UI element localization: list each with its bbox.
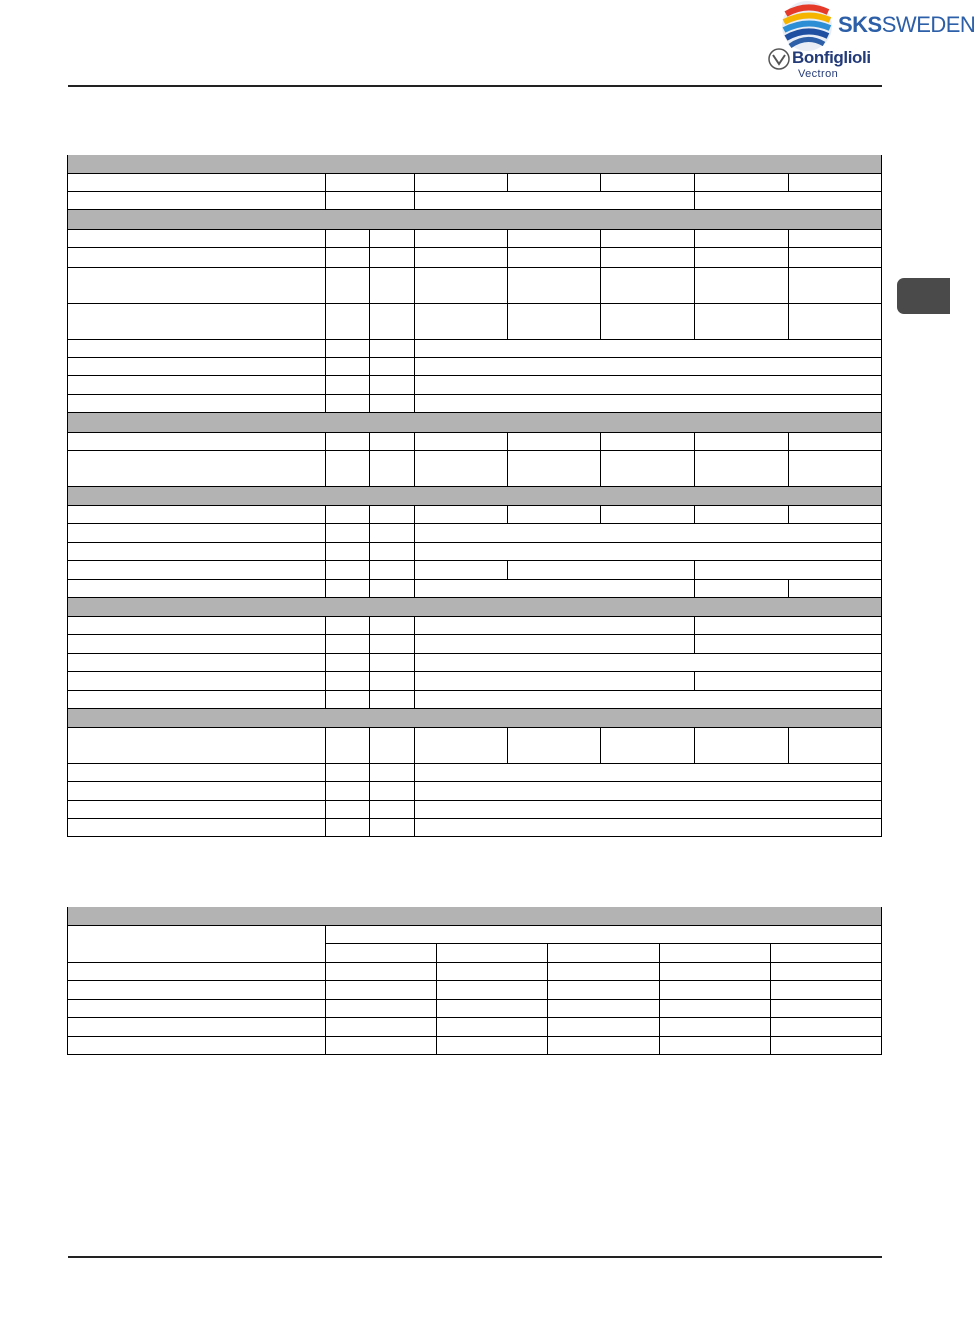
col-rule [770,943,771,1054]
footer-rule [68,1256,882,1258]
row-rule [67,962,882,963]
row-rule [325,943,882,944]
partner-sub: Vectron [798,68,839,80]
row-rule [67,1054,882,1055]
brand-light: SWEDEN [881,12,975,37]
table-border-left [67,907,68,1055]
col-rule [659,943,660,1054]
section-band [68,907,882,925]
partner-name: Bonfiglioli [792,48,871,67]
table-border-right [881,907,882,1055]
row-rule [67,1017,882,1018]
brand-bold: SKS [838,12,882,37]
col-rule [436,943,437,1054]
row-rule [67,1036,882,1037]
row-rule [67,980,882,981]
col-rule [547,943,548,1054]
row-rule [67,925,882,926]
row-rule [67,999,882,1000]
col-rule [325,925,326,1054]
